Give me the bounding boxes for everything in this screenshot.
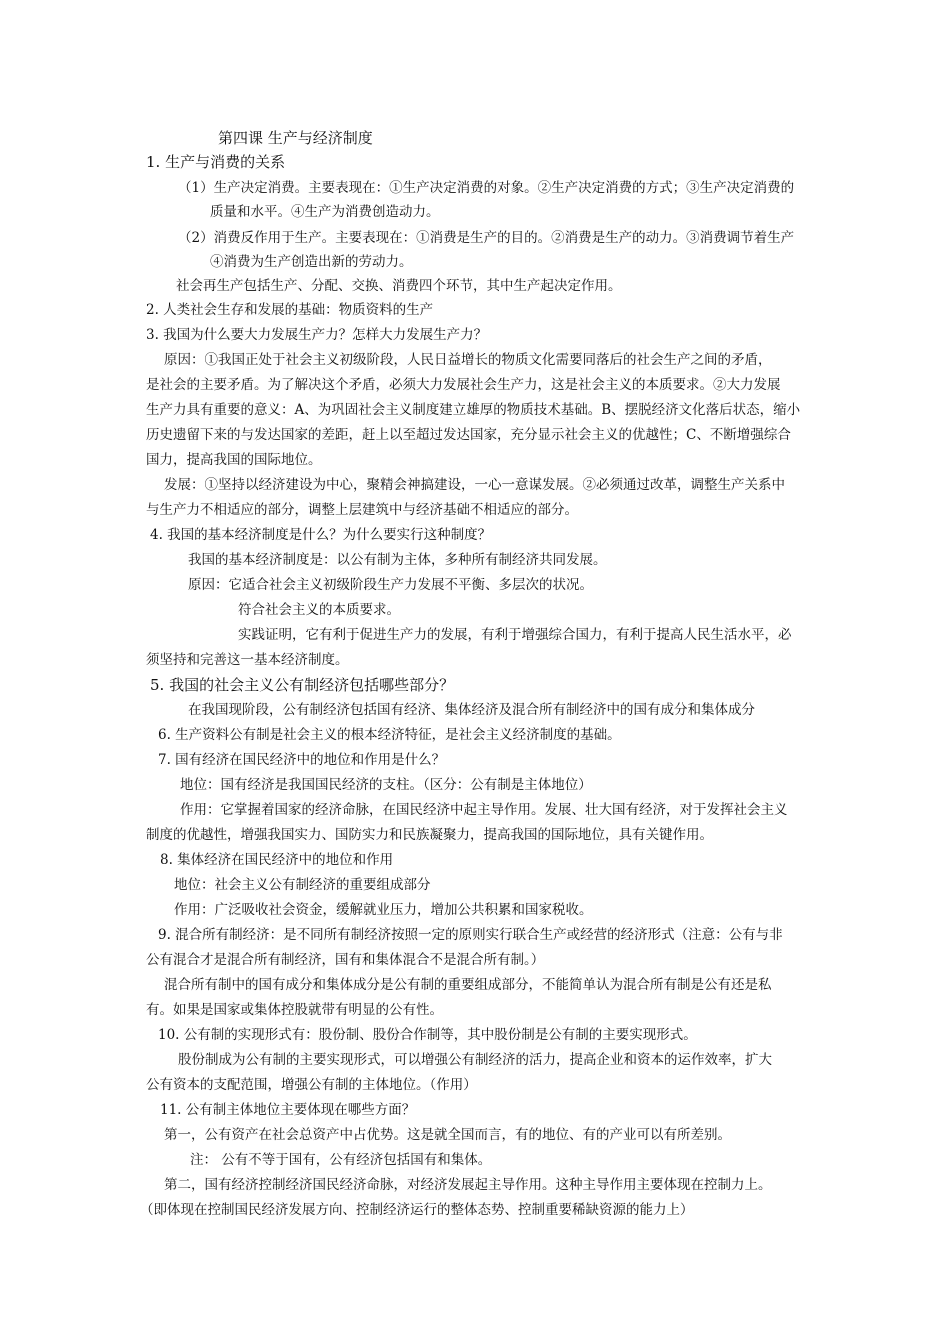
paragraph-line: （即体现在控制国民经济发展方向、控制经济运行的整体态势、控制重要稀缺资源的能力上） [140, 1202, 694, 1218]
paragraph-line: 发展：①坚持以经济建设为中心，聚精会神搞建设，一心一意谋发展。②必须通过改革，调整生产关系中 [164, 477, 785, 493]
paragraph-line: 实践证明，它有利于促进生产力的发展，有利于增强综合国力，有利于提高人民生活水平，必 [238, 627, 792, 643]
paragraph-line: 原因：①我国正处于社会主义初级阶段，人民日益增长的物质文化需要同落后的社会生产之间的矛盾， [164, 352, 772, 368]
heading-4: 4. 我国的基本经济制度是什么？为什么要实行这种制度？ [150, 527, 492, 543]
paragraph-line: （1）生产决定消费。主要表现在：①生产决定消费的对象。②生产决定消费的方式；③生产决定消费的 [178, 180, 795, 196]
heading-5: 5. 我国的社会主义公有制经济包括哪些部分？ [150, 676, 455, 694]
paragraph-line: 生产力具有重要的意义：A、为巩固社会主义制度建立雄厚的物质技术基础。B、摆脱经济文化落后状态，缩小 [146, 402, 801, 418]
paragraph-line: 须坚持和完善这一基本经济制度。 [146, 652, 349, 668]
paragraph-line: 社会再生产包括生产、分配、交换、消费四个环节，其中生产起决定作用。 [176, 278, 622, 294]
heading-2: 2. 人类社会生存和发展的基础：物质资料的生产 [146, 302, 434, 318]
paragraph-line: 历史遗留下来的与发达国家的差距，赶上以至超过发达国家，充分显示社会主义的优越性；C、不断增强综合 [146, 427, 791, 443]
heading-7: 7. 国有经济在国民经济中的地位和作用是什么？ [158, 752, 446, 768]
paragraph-line: 混合所有制中的国有成分和集体成分是公有制的重要组成部分，不能简单认为混合所有制是公有还是私 [164, 977, 772, 993]
paragraph-line: 第一，公有资产在社会总资产中占优势。这是就全国而言，有的地位、有的产业可以有所差别。 [164, 1127, 731, 1143]
paragraph-line: 符合社会主义的本质要求。 [238, 602, 400, 618]
paragraph-line: 在我国现阶段，公有制经济包括国有经济、集体经济及混合所有制经济中的国有成分和集体成分 [188, 702, 755, 718]
paragraph-line: 第二，国有经济控制经济国民经济命脉，对经济发展起主导作用。这种主导作用主要体现在控制力上。 [164, 1177, 772, 1193]
paragraph-line: 与生产力不相适应的部分，调整上层建筑中与经济基础不相适应的部分。 [146, 502, 578, 518]
heading-8: 8. 集体经济在国民经济中的地位和作用 [160, 852, 394, 868]
heading-3: 3. 我国为什么要大力发展生产力？怎样大力发展生产力？ [146, 327, 488, 343]
heading-1: 1. 生产与消费的关系 [146, 153, 286, 171]
paragraph-line: 公有混合才是混合所有制经济，国有和集体混合不是混合所有制。） [146, 952, 545, 968]
paragraph-line: 地位：社会主义公有制经济的重要组成部分 [174, 877, 431, 893]
paragraph-line: 制度的优越性，增强我国实力、国防实力和民族凝聚力，提高我国的国际地位，具有关键作用。 [146, 827, 713, 843]
heading-6: 6. 生产资料公有制是社会主义的根本经济特征，是社会主义经济制度的基础。 [158, 727, 621, 743]
paragraph-line: 原因：它适合社会主义初级阶段生产力发展不平衡、多层次的状况。 [188, 577, 593, 593]
paragraph-line: 地位：国有经济是我国国民经济的支柱。（区分：公有制是主体地位） [180, 777, 592, 793]
heading-10: 10. 公有制的实现形式有：股份制、股份合作制等，其中股份制是公有制的主要实现形式。 [158, 1027, 697, 1043]
paragraph-line: （2）消费反作用于生产。主要表现在：①消费是生产的目的。②消费是生产的动力。③消费调节着生产 [178, 230, 795, 246]
paragraph-line: 作用：它掌握着国家的经济命脉，在国民经济中起主导作用。发展、壮大国有经济，对于发挥社会主义 [180, 802, 788, 818]
paragraph-line: 质量和水平。④生产为消费创造动力。 [210, 204, 440, 220]
paragraph-line: 股份制成为公有制的主要实现形式，可以增强公有制经济的活力，提高企业和资本的运作效率，扩大 [178, 1052, 772, 1068]
paragraph-line: 国力，提高我国的国际地位。 [146, 452, 322, 468]
paragraph-line: 作用：广泛吸收社会资金，缓解就业压力，增加公共积累和国家税收。 [174, 902, 593, 918]
paragraph-line: ④消费为生产创造出新的劳动力。 [210, 254, 413, 270]
heading-9: 9. 混合所有制经济：是不同所有制经济按照一定的原则实行联合生产或经营的经济形式（注意：公有与非 [158, 927, 783, 943]
paragraph-line: 注： 公有不等于国有，公有经济包括国有和集体。 [190, 1152, 492, 1168]
paragraph-line: 是社会的主要矛盾。为了解决这个矛盾，必须大力发展社会生产力，这是社会主义的本质要求。②大力发展 [146, 377, 781, 393]
paragraph-line: 公有资本的支配范围，增强公有制的主体地位。（作用） [146, 1077, 477, 1093]
paragraph-line: 我国的基本经济制度是：以公有制为主体，多种所有制经济共同发展。 [188, 552, 607, 568]
page-title: 第四课 生产与经济制度 [218, 129, 373, 147]
heading-11: 11. 公有制主体地位主要体现在哪些方面？ [160, 1102, 416, 1118]
paragraph-line: 有。如果是国家或集体控股就带有明显的公有性。 [146, 1002, 443, 1018]
